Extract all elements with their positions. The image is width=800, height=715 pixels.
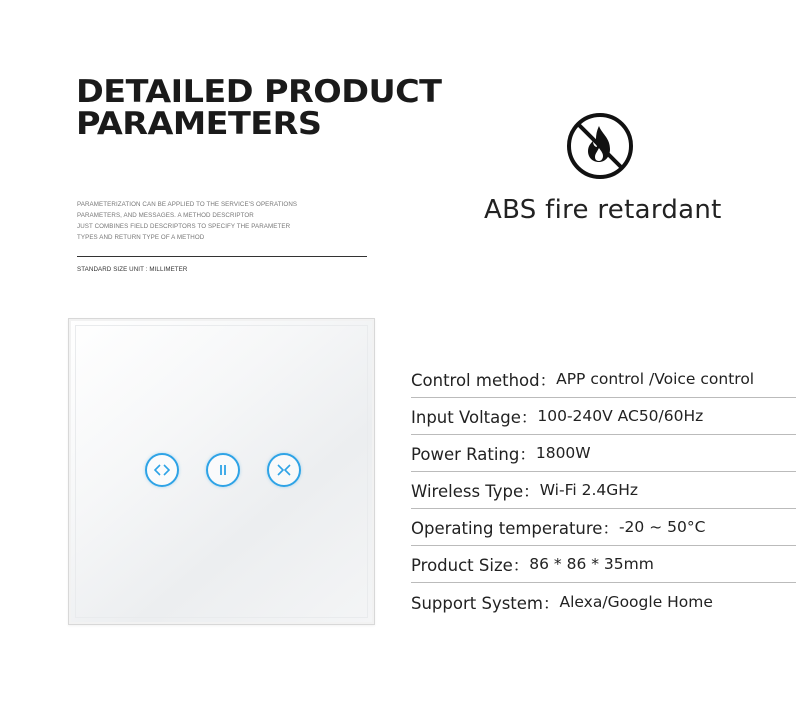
- param-value: Alexa/Google Home: [559, 592, 713, 611]
- param-key: Power Rating：: [411, 445, 536, 464]
- open-arrows-icon: [154, 462, 170, 478]
- heading-line-1: DETAILED PRODUCT: [76, 74, 442, 110]
- param-key: Wireless Type：: [411, 482, 540, 501]
- param-value: APP control /Voice control: [556, 370, 755, 388]
- param-row: [411, 546, 796, 583]
- fire-retardant-label: ABS fire retardant: [484, 195, 722, 225]
- heading-line-2: PARAMETERS: [76, 106, 322, 142]
- close-button[interactable]: [267, 453, 301, 487]
- param-value: Wi-Fi 2.4GHz: [539, 481, 639, 499]
- description-line: PARAMETERIZATION CAN BE APPLIED TO THE SERVICE'S OPERATIONS: [77, 201, 298, 208]
- param-row: [411, 398, 796, 435]
- param-key: Product Size：: [411, 556, 530, 575]
- unit-label: STANDARD SIZE UNIT : MILLIMETER: [77, 266, 188, 273]
- param-value: -20 ~ 50°C: [618, 518, 706, 536]
- description-line: TYPES AND RETURN TYPE OF A METHOD: [77, 234, 205, 241]
- param-value: 86 * 86 * 35mm: [529, 555, 654, 573]
- param-row: [411, 583, 796, 620]
- param-row: [411, 361, 796, 398]
- description-line: JUST COMBINES FIELD DESCRIPTORS TO SPECIFY THE PARAMETER: [77, 223, 291, 230]
- pause-button[interactable]: [206, 453, 240, 487]
- parameters-table: [411, 361, 796, 620]
- close-arrows-icon: [276, 462, 292, 478]
- param-value: 1800W: [535, 444, 591, 462]
- description-line: PARAMETERS, AND MESSAGES. A METHOD DESCRIPTOR: [77, 212, 254, 219]
- param-row: [411, 472, 796, 509]
- description-text: [77, 199, 337, 243]
- param-value: 100-240V AC50/60Hz: [537, 407, 704, 425]
- open-button[interactable]: [145, 453, 179, 487]
- divider-line: [77, 256, 367, 257]
- no-fire-icon: [566, 112, 634, 180]
- param-row: [411, 435, 796, 472]
- param-key: Operating temperature：: [411, 519, 619, 538]
- param-key: Control method：: [411, 371, 557, 390]
- param-key: Support System：: [411, 593, 560, 613]
- switch-panel: [68, 318, 375, 625]
- pause-icon: [215, 462, 231, 478]
- page-heading: [76, 76, 441, 140]
- param-key: Input Voltage：: [411, 408, 538, 427]
- param-row: [411, 509, 796, 546]
